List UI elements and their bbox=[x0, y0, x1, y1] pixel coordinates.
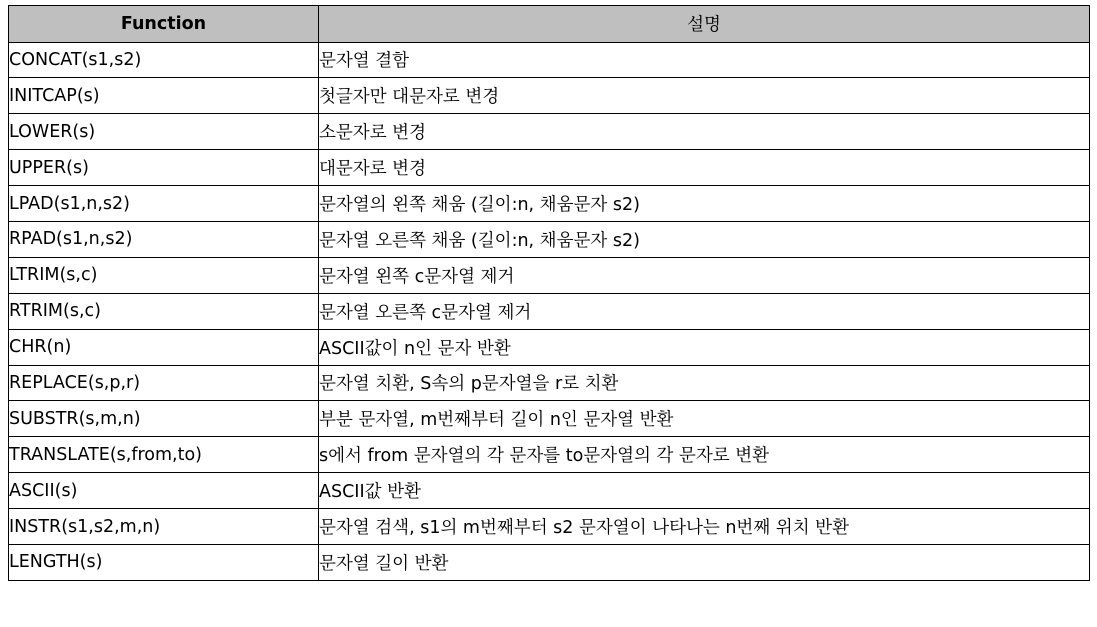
description-cell: 첫글자만 대문자로 변경 bbox=[319, 78, 1090, 114]
description-cell: 문자열 오른쪽 채움 (길이:n, 채움문자 s2) bbox=[319, 221, 1090, 257]
function-table bbox=[8, 5, 1090, 581]
function-cell: INSTR(s1,s2,m,n) bbox=[9, 509, 319, 545]
description-cell: 문자열 왼쪽 c문자열 제거 bbox=[319, 257, 1090, 293]
description-cell: 소문자로 변경 bbox=[319, 114, 1090, 150]
table-row bbox=[9, 42, 1090, 78]
description-cell: 문자열 결함 bbox=[319, 42, 1090, 78]
header-function: Function bbox=[9, 6, 319, 43]
function-cell: INITCAP(s) bbox=[9, 78, 319, 114]
table-row bbox=[9, 257, 1090, 293]
table-row bbox=[9, 509, 1090, 545]
table-row bbox=[9, 78, 1090, 114]
table-row bbox=[9, 114, 1090, 150]
function-cell: TRANSLATE(s,from,to) bbox=[9, 437, 319, 473]
function-cell: RTRIM(s,c) bbox=[9, 293, 319, 329]
description-cell: 문자열 길이 반환 bbox=[319, 544, 1090, 580]
description-cell: ASCII값 반환 bbox=[319, 473, 1090, 509]
function-table-container bbox=[8, 5, 1090, 581]
function-cell: CONCAT(s1,s2) bbox=[9, 42, 319, 78]
table-row bbox=[9, 401, 1090, 437]
function-cell: SUBSTR(s,m,n) bbox=[9, 401, 319, 437]
header-row bbox=[9, 6, 1090, 43]
function-cell: LENGTH(s) bbox=[9, 544, 319, 580]
table-row bbox=[9, 544, 1090, 580]
header-description: 설명 bbox=[319, 6, 1090, 43]
table-row bbox=[9, 293, 1090, 329]
table-row bbox=[9, 365, 1090, 401]
function-cell: CHR(n) bbox=[9, 329, 319, 365]
description-cell: 문자열 검색, s1의 m번째부터 s2 문자열이 나타나는 n번째 위치 반환 bbox=[319, 509, 1090, 545]
description-cell: 부분 문자열, m번째부터 길이 n인 문자열 반환 bbox=[319, 401, 1090, 437]
function-cell: LOWER(s) bbox=[9, 114, 319, 150]
table-row bbox=[9, 437, 1090, 473]
description-cell: 대문자로 변경 bbox=[319, 150, 1090, 186]
description-cell: 문자열 치환, S속의 p문자열을 r로 치환 bbox=[319, 365, 1090, 401]
table-body bbox=[9, 42, 1090, 580]
function-cell: LTRIM(s,c) bbox=[9, 257, 319, 293]
table-row bbox=[9, 150, 1090, 186]
description-cell: s에서 from 문자열의 각 문자를 to문자열의 각 문자로 변환 bbox=[319, 437, 1090, 473]
function-cell: UPPER(s) bbox=[9, 150, 319, 186]
table-row bbox=[9, 473, 1090, 509]
function-cell: REPLACE(s,p,r) bbox=[9, 365, 319, 401]
description-cell: 문자열 오른쪽 c문자열 제거 bbox=[319, 293, 1090, 329]
description-cell: ASCII값이 n인 문자 반환 bbox=[319, 329, 1090, 365]
function-cell: LPAD(s1,n,s2) bbox=[9, 186, 319, 222]
description-cell: 문자열의 왼쪽 채움 (길이:n, 채움문자 s2) bbox=[319, 186, 1090, 222]
table-row bbox=[9, 186, 1090, 222]
table-row bbox=[9, 329, 1090, 365]
function-cell: RPAD(s1,n,s2) bbox=[9, 221, 319, 257]
table-header bbox=[9, 6, 1090, 43]
function-cell: ASCII(s) bbox=[9, 473, 319, 509]
table-row bbox=[9, 221, 1090, 257]
